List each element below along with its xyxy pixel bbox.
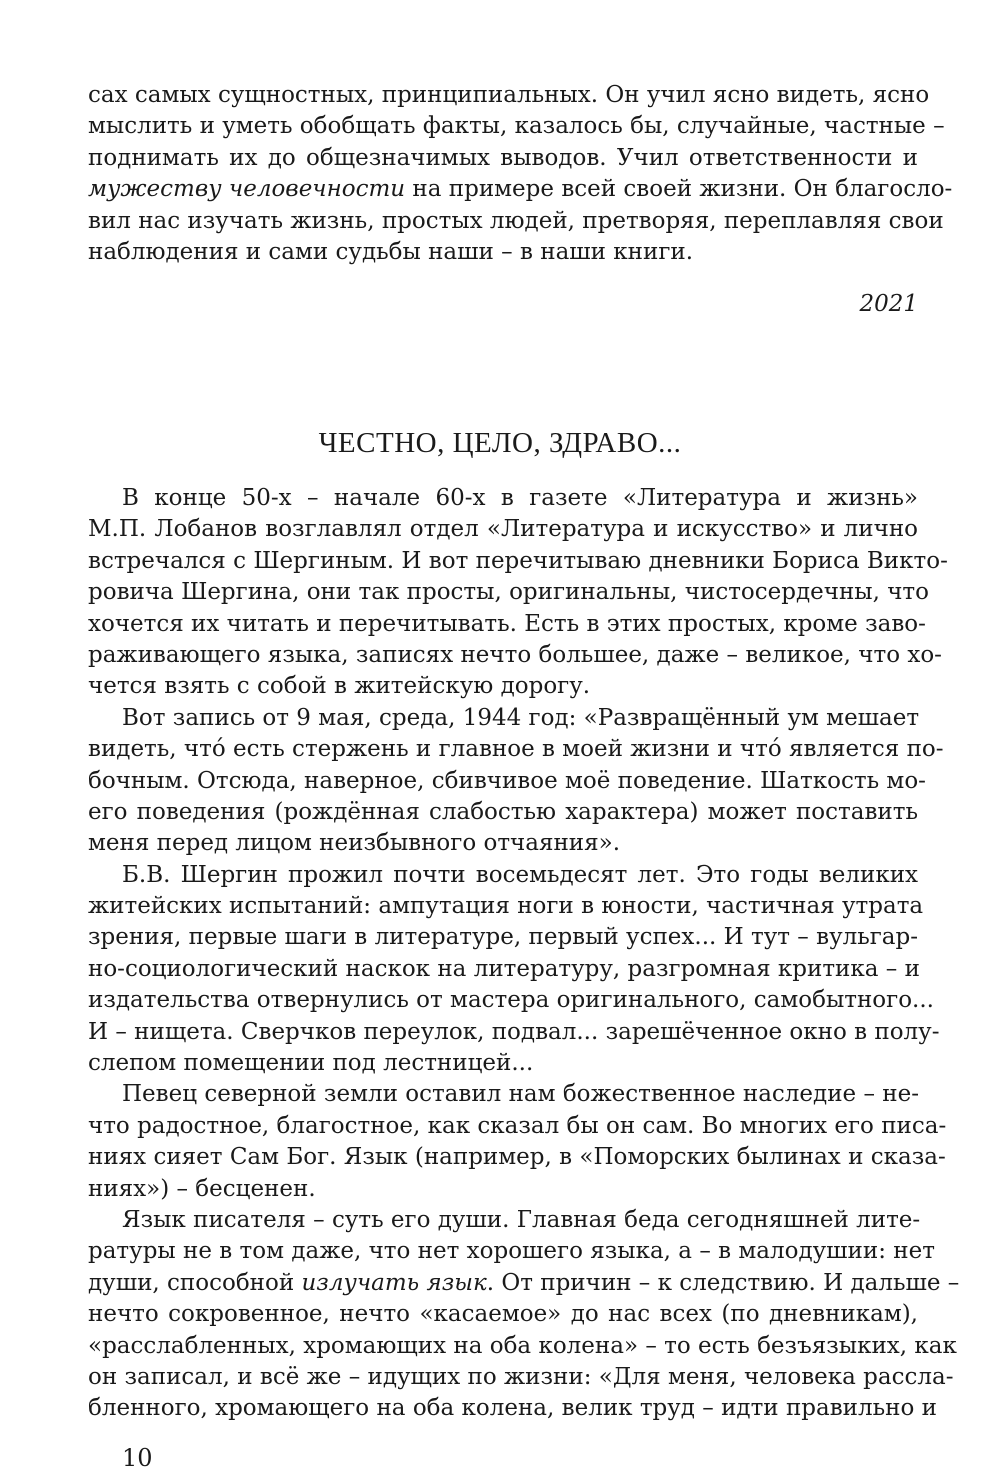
text-line: мыслить и уметь обобщать факты, казалось бы, случайные, частные – bbox=[88, 113, 945, 140]
text-line: встречался с Шергиным. И вот перечитываю дневники Бориса Викто- bbox=[88, 547, 948, 574]
text-line: Вот запись от 9 мая, среда, 1944 год: «Развращённый ум мешает bbox=[122, 704, 920, 731]
text-line: поднимать их до общезначимых выводов. Учил ответственности и bbox=[88, 144, 918, 171]
text-line: нечто сокровенное, нечто «касаемое» до нас всех (по дневникам), bbox=[88, 1301, 918, 1328]
text-line: вил нас изучать жизнь, простых людей, претворяя, переплавляя свои bbox=[88, 207, 944, 234]
text-fragment: . От причин – к следствию. И дальше – bbox=[486, 1269, 960, 1296]
text-line: «расслабленных, хромающих на оба колена» – то есть безъязыких, как bbox=[88, 1332, 957, 1359]
text-line: раживающего языка, записях нечто большее, даже – великое, что хо- bbox=[88, 641, 942, 668]
text-line: что радостное, благостное, как сказал бы он сам. Во многих его писа- bbox=[88, 1112, 947, 1139]
top-paragraph bbox=[88, 80, 953, 268]
text-line: ратуры не в том даже, что нет хорошего языка, а – в малодушии: нет bbox=[88, 1238, 935, 1265]
italic-phrase: мужеству человечности bbox=[88, 176, 406, 203]
text-line-mixed bbox=[88, 174, 953, 205]
text-line: Б.В. Шергин прожил почти восемьдесят лет. Это годы великих bbox=[122, 861, 918, 888]
text-line: зрения, первые шаги в литературе, первый успех... И тут – вульгар- bbox=[88, 924, 918, 951]
text-line: но-социологический наскок на литературу, разгромная критика – и bbox=[88, 955, 920, 982]
date: 2021 bbox=[859, 291, 918, 317]
article-body bbox=[88, 483, 960, 1425]
text-line: наблюдения и сами судьбы наши – в наши книги. bbox=[88, 238, 694, 265]
text-line: Певец северной земли оставил нам божественное наследие – не- bbox=[122, 1081, 919, 1108]
text-line: меня перед лицом неизбывного отчаяния». bbox=[88, 830, 621, 857]
text-line: он записал, и всё же – идущих по жизни: «Для меня, человека рассла- bbox=[88, 1363, 954, 1390]
text-line: бленного, хромающего на оба колена, велик труд – идти правильно и bbox=[88, 1395, 937, 1422]
text-line: ровича Шергина, они так просты, оригинальны, чистосердечны, что bbox=[88, 579, 930, 606]
text-line: чется взять с собой в житейскую дорогу. bbox=[88, 673, 591, 700]
text-line: видеть, что́ есть стержень и главное в моей жизни и что́ является по- bbox=[88, 736, 944, 763]
text-line: ниях сияет Сам Бог. Язык (например, в «Поморских былинах и сказа- bbox=[88, 1144, 946, 1171]
text-line: ниях») – бесценен. bbox=[88, 1175, 316, 1202]
text-line: издательства отвернулись от мастера оригинального, самобытного... bbox=[88, 987, 934, 1014]
text-line: хочется их читать и перечитывать. Есть в этих простых, кроме заво- bbox=[88, 610, 926, 637]
text-line: слепом помещении под лестницей... bbox=[88, 1050, 534, 1077]
section-title: ЧЕСТНО, ЦЕЛО, ЗДРАВО... bbox=[318, 427, 682, 459]
text-line: житейских испытаний: ампутация ноги в юности, частичная утрата bbox=[88, 893, 924, 920]
text-line-mixed bbox=[88, 1268, 960, 1299]
italic-phrase: излучать язык bbox=[301, 1269, 487, 1296]
text-fragment: души, способной bbox=[88, 1269, 302, 1296]
text-line: его поведения (рождённая слабостью характера) может поставить bbox=[88, 798, 918, 825]
text-fragment: на примере всей своей жизни. Он благосло- bbox=[405, 176, 953, 203]
page-number: 10 bbox=[122, 1444, 153, 1472]
text-line: Язык писателя – суть его души. Главная беда сегодняшней лите- bbox=[122, 1206, 921, 1233]
text-line: И – нищета. Сверчков переулок, подвал... зарешёченное окно в полу- bbox=[88, 1018, 940, 1045]
text-line: В конце 50-х – начале 60-х в газете «Литература и жизнь» bbox=[122, 485, 918, 511]
text-line: сах самых сущностных, принципиальных. Он учил ясно видеть, ясно bbox=[88, 82, 930, 108]
text-line: М.П. Лобанов возглавлял отдел «Литература и искусство» и лично bbox=[88, 516, 918, 543]
text-line: бочным. Отсюда, наверное, сбивчивое моё поведение. Шаткость мо- bbox=[88, 767, 926, 794]
